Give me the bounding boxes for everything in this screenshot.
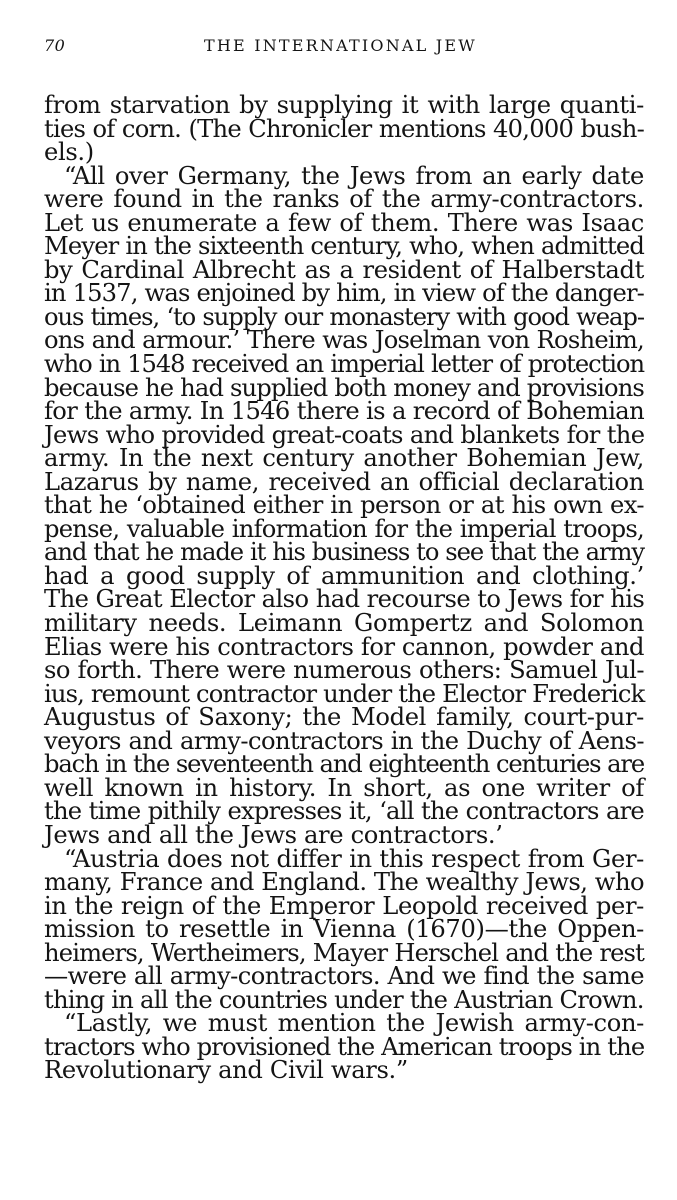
text-line: Lazarus by name, received an official declaration [44,467,644,496]
text-line: —were all army-contractors. And we find the same [44,962,644,991]
text-line: heimers, Wertheimers, Mayer Herschel and the rest [44,938,644,967]
text-line: mission to resettle in Vienna (1670)—the Oppen- [44,915,644,944]
text-line: els.) [44,138,94,167]
text-line: by Cardinal Albrecht as a resident of Halberstadt [44,255,644,284]
text-line: in the reign of the Emperor Leopold received per- [44,891,644,920]
text-line: Augustus of Saxony; the Model family, court-pur- [44,703,644,732]
text-line: bach in the seventeenth and eighteenth centuries are [44,750,644,779]
text-line: Let us enumerate a few of them. There was Isaac [44,208,644,237]
paragraph [44,844,644,1014]
text-line: many, France and England. The wealthy Jews, who [44,868,644,897]
text-line: Meyer in the sixteenth century, who, when admitted [44,232,644,261]
text-line: The Great Elector also had recourse to Jews for his [44,585,645,614]
text-line: in 1537, was enjoined by him, in view of the danger- [44,279,644,308]
text-line: tractors who provisioned the American troops in the [44,1032,645,1061]
text-line: “Lastly, we must mention the Jewish army-con- [64,1009,644,1038]
text-line: ons and armour.’ There was Joselman von Rosheim, [44,326,644,355]
text-line: ous times, ‘to supply our monastery with good weap- [44,302,644,331]
text-line: ius, remount contractor under the Elector Frederick [44,679,645,708]
paragraph [44,91,644,167]
page-header [44,36,644,58]
page-number: 70 [44,36,66,55]
text-line: well known in history. In short, as one writer of [44,773,644,802]
text-line: thing in all the countries under the Austrian Crown. [44,985,644,1014]
text-line: “Austria does not differ in this respect from Ger- [64,844,644,873]
paragraph [44,1009,645,1085]
running-title: THE INTERNATIONAL JEW [204,36,477,55]
text-line: because he had supplied both money and provisions [44,373,644,402]
text-line: who in 1548 received an imperial letter of protection [44,350,644,379]
text-line: and that he made it his business to see that the army [44,538,644,567]
text-line: so forth. There were numerous others: Samuel Jul- [44,656,644,685]
text-line: Revolutionary and Civil wars.” [44,1056,408,1085]
text-line: Jews and all the Jews are contractors.’ [44,820,503,849]
body-text [44,91,645,1085]
text-line: pense, valuable information for the imperial troops, [44,514,644,543]
text-line: military needs. Leimann Gompertz and Solomon [44,609,644,638]
text-line: for the army. In 1546 there is a record of Bohemian [44,397,644,426]
paragraph [44,161,645,849]
text-line: the time pithily expresses it, ‘all the contractors are [44,797,644,826]
text-line: army. In the next century another Bohemian Jew, [44,444,644,473]
text-line: Elias were his contractors for cannon, powder and [44,632,644,661]
text-line: veyors and army-contractors in the Duchy of Aens- [44,726,644,755]
text-line: ties of corn. (The Chronicler mentions 40,000 bush- [44,114,644,143]
text-line: were found in the ranks of the army-contractors. [44,185,644,214]
text-line: Jews who provided great-coats and blankets for the [44,420,645,449]
text-line: from starvation by supplying it with large quanti- [44,91,644,119]
text-line: had a good supply of ammunition and clothing.’ [44,561,644,590]
text-line: that he ‘obtained either in person or at his own ex- [44,491,644,520]
text-line: “All over Germany, the Jews from an early date [64,161,644,190]
